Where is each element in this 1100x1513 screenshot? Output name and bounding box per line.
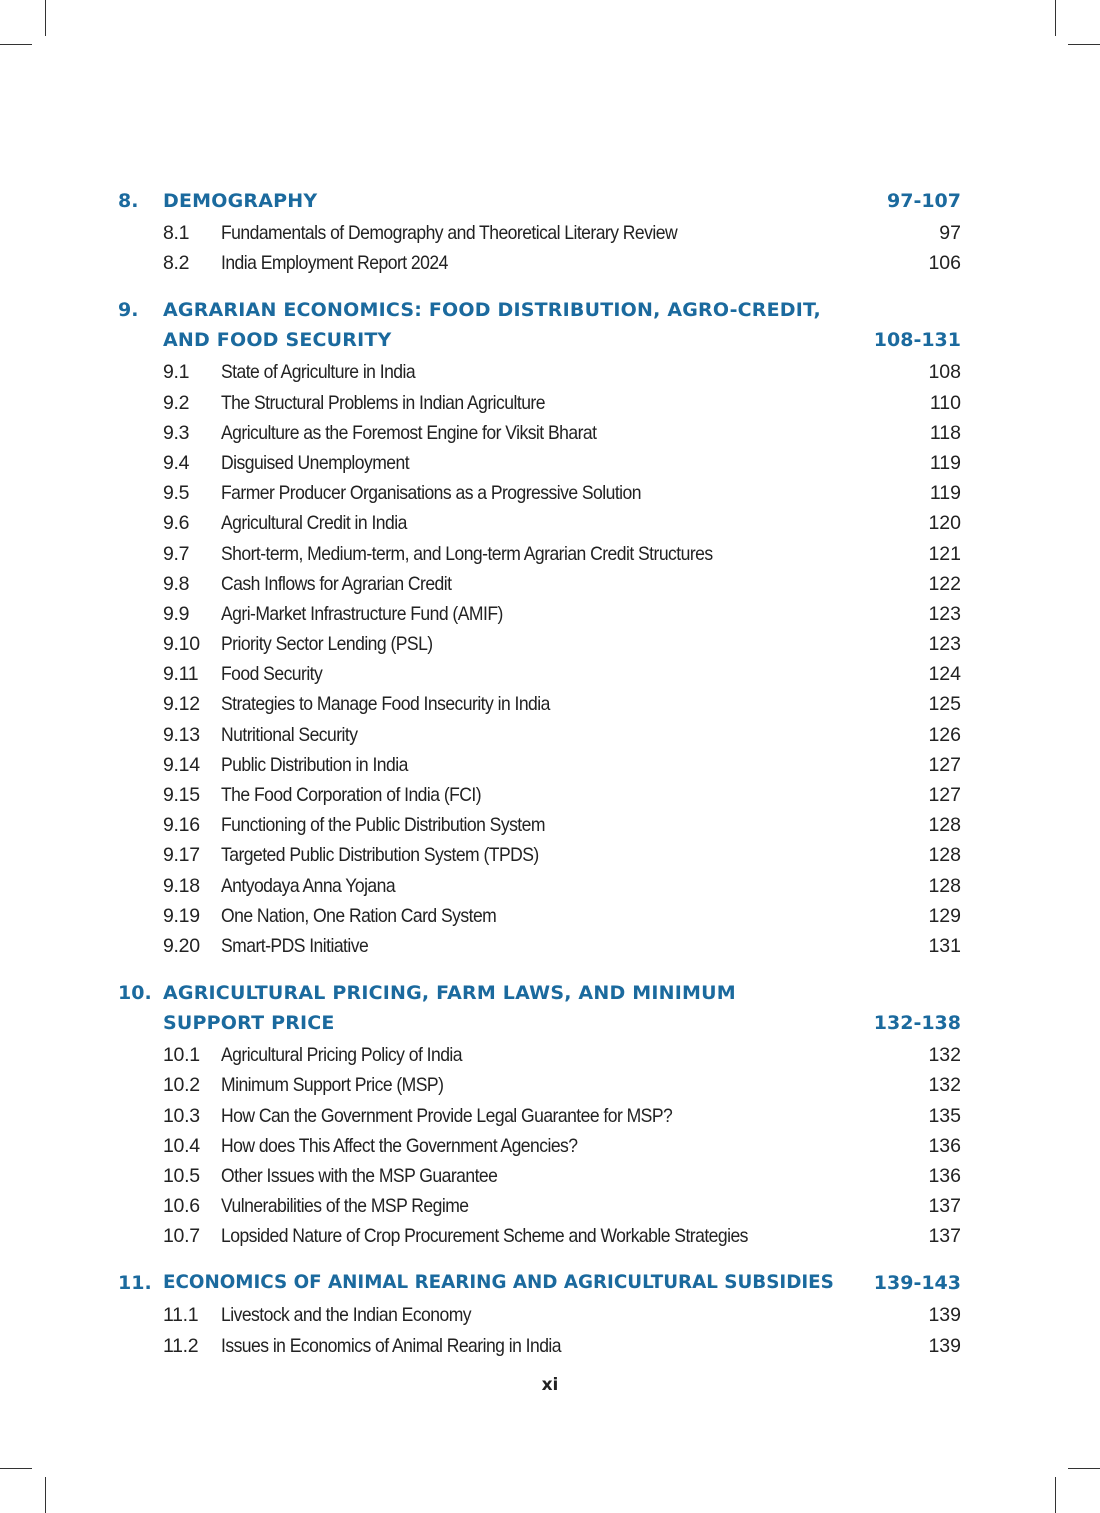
section-page: 128	[928, 814, 961, 837]
section-page: 131	[928, 934, 961, 957]
section-title: Agricultural Pricing Policy of India	[221, 1044, 463, 1067]
chapter-11	[118, 1268, 961, 1360]
chapter-title-line: DEMOGRAPHY	[163, 190, 318, 212]
section-page: 119	[929, 482, 961, 505]
chapter-title	[163, 978, 874, 1038]
table-of-contents	[118, 186, 961, 1361]
section-title: Agri-Market Infrastructure Fund (AMIF)	[221, 602, 503, 625]
chapter-heading[interactable]	[118, 186, 961, 216]
section-page: 110	[929, 391, 961, 414]
section-title: One Nation, One Ration Card System	[221, 904, 497, 927]
section-number: 9.16	[163, 814, 200, 837]
section-number: 10.5	[163, 1164, 200, 1187]
section-entry[interactable]	[118, 418, 961, 448]
section-page: 118	[929, 421, 961, 444]
section-number: 9.12	[163, 693, 200, 716]
section-title: Priority Sector Lending (PSL)	[221, 633, 433, 656]
chapter-title-line: AGRICULTURAL PRICING, FARM LAWS, AND MINIMUM	[163, 982, 736, 1005]
section-number: 10.7	[163, 1225, 200, 1248]
section-entry[interactable]	[118, 780, 961, 810]
chapter-number: 8.	[118, 190, 139, 212]
section-title: Vulnerabilities of the MSP Regime	[221, 1195, 469, 1218]
section-entry[interactable]	[118, 931, 961, 961]
section-entry[interactable]	[118, 810, 961, 840]
section-page: 136	[928, 1134, 961, 1157]
section-entry[interactable]	[118, 478, 961, 508]
section-number: 10.3	[163, 1104, 200, 1127]
section-page: 121	[928, 542, 961, 565]
section-page: 128	[928, 874, 961, 897]
crop-mark	[45, 1477, 46, 1513]
section-entry[interactable]	[118, 1131, 961, 1161]
section-entry[interactable]	[118, 1221, 961, 1251]
section-entry[interactable]	[118, 1070, 961, 1100]
section-entry[interactable]	[118, 248, 961, 278]
section-title: Livestock and the Indian Economy	[221, 1304, 472, 1327]
section-title: Agriculture as the Foremost Engine for Viksit Bharat	[221, 421, 597, 444]
section-number: 10.4	[163, 1134, 200, 1157]
section-title: Lopsided Nature of Crop Procurement Scheme and Workable Strategies	[221, 1225, 748, 1248]
section-page: 123	[928, 602, 961, 625]
section-entry[interactable]	[118, 629, 961, 659]
section-entry[interactable]	[118, 508, 961, 538]
section-number: 9.9	[163, 602, 190, 625]
section-entry[interactable]	[118, 569, 961, 599]
chapter-page-range: 132-138	[873, 1012, 961, 1035]
section-number: 9.2	[163, 391, 190, 414]
chapter-number: 10.	[118, 982, 152, 1005]
section-entry[interactable]	[118, 388, 961, 418]
section-page: 108	[928, 361, 961, 384]
chapter-number: 9.	[118, 299, 139, 322]
section-number: 11.2	[163, 1334, 199, 1357]
section-list	[118, 357, 961, 961]
section-title: The Structural Problems in Indian Agriculture	[221, 391, 545, 414]
section-page: 129	[928, 904, 961, 927]
section-entry[interactable]	[118, 901, 961, 931]
section-page: 132	[928, 1074, 961, 1097]
crop-mark	[1068, 44, 1100, 45]
section-number: 11.1	[163, 1304, 199, 1327]
chapter-number: 11.	[118, 1272, 152, 1295]
section-page: 139	[928, 1334, 961, 1357]
section-number: 10.6	[163, 1195, 200, 1218]
section-entry[interactable]	[118, 1191, 961, 1221]
chapter-title-line: ECONOMICS OF ANIMAL REARING AND AGRICULTURAL SUBSIDIES	[163, 1272, 834, 1294]
section-number: 10.1	[163, 1044, 200, 1067]
crop-mark	[1055, 1477, 1056, 1513]
chapter-page-range: 97-107	[887, 190, 961, 212]
chapter-title-line: AGRARIAN ECONOMICS: FOOD DISTRIBUTION, AGRO-CREDIT,	[163, 299, 821, 322]
section-number: 9.8	[163, 572, 190, 595]
section-page: 127	[928, 784, 961, 806]
section-title: Minimum Support Price (MSP)	[221, 1074, 444, 1097]
section-title: How does This Affect the Government Agencies?	[221, 1134, 578, 1157]
section-list	[118, 1300, 961, 1360]
section-page: 126	[928, 723, 961, 746]
chapter-title-line: SUPPORT PRICE	[163, 1012, 335, 1035]
section-number: 9.17	[163, 844, 200, 867]
section-title: Public Distribution in India	[221, 753, 408, 776]
section-entry[interactable]	[118, 218, 961, 248]
section-title: Antyodaya Anna Yojana	[221, 874, 396, 897]
section-page: 139	[928, 1304, 961, 1327]
chapter-heading[interactable]	[118, 978, 961, 1038]
section-title: Farmer Producer Organisations as a Progressive Solution	[221, 482, 641, 505]
section-entry[interactable]	[118, 539, 961, 569]
section-page: 137	[928, 1225, 961, 1248]
chapter-heading[interactable]	[118, 1268, 961, 1298]
section-title: Nutritional Security	[221, 723, 358, 746]
section-number: 9.11	[163, 663, 199, 686]
section-page: 122	[928, 572, 961, 595]
section-page: 127	[928, 753, 961, 776]
section-page: 123	[928, 633, 961, 656]
crop-mark	[1068, 1468, 1100, 1469]
section-entry[interactable]	[118, 689, 961, 719]
section-number: 9.3	[163, 421, 190, 444]
section-page: 106	[928, 252, 961, 275]
crop-mark	[0, 1468, 32, 1469]
section-entry[interactable]	[118, 1300, 961, 1330]
section-entry[interactable]	[118, 659, 961, 689]
section-title: The Food Corporation of India (FCI)	[221, 784, 482, 806]
section-title: Cash Inflows for Agrarian Credit	[221, 572, 452, 595]
chapter-title-line: AND FOOD SECURITY	[163, 329, 392, 352]
section-entry[interactable]	[118, 1161, 961, 1191]
crop-mark	[0, 44, 32, 45]
section-page: 125	[928, 693, 961, 716]
section-entry[interactable]	[118, 448, 961, 478]
section-number: 9.20	[163, 934, 200, 957]
section-number: 9.14	[163, 753, 200, 776]
section-title: Agricultural Credit in India	[221, 512, 407, 535]
chapter-title	[163, 1268, 874, 1298]
section-list	[118, 1040, 961, 1251]
chapter-heading[interactable]	[118, 295, 961, 355]
section-number: 9.1	[163, 361, 190, 384]
section-entry[interactable]	[118, 871, 961, 901]
section-number: 9.18	[163, 874, 200, 897]
section-entry[interactable]	[118, 599, 961, 629]
section-entry[interactable]	[118, 1040, 961, 1070]
section-number: 9.6	[163, 512, 190, 535]
section-title: Smart-PDS Initiative	[221, 934, 369, 957]
page-number: xi	[541, 1375, 559, 1395]
section-title: Food Security	[221, 663, 323, 686]
section-number: 9.7	[163, 542, 190, 565]
chapter-title	[163, 295, 874, 355]
section-title: Short-term, Medium-term, and Long-term Agrarian Credit Structures	[221, 542, 713, 565]
section-number: 8.1	[163, 222, 190, 244]
section-title: State of Agriculture in India	[221, 361, 416, 384]
section-page: 135	[928, 1104, 961, 1127]
section-title: Issues in Economics of Animal Rearing in India	[221, 1334, 562, 1357]
chapter-10	[118, 978, 961, 1251]
section-entry[interactable]	[118, 750, 961, 780]
chapter-title	[163, 186, 887, 216]
section-page: 119	[929, 451, 961, 474]
chapter-8	[118, 186, 961, 278]
section-title: India Employment Report 2024	[221, 252, 448, 275]
section-entry[interactable]	[118, 357, 961, 387]
section-title: Targeted Public Distribution System (TPDS)	[221, 844, 539, 867]
section-number: 9.4	[163, 451, 190, 474]
section-title: Functioning of the Public Distribution System	[221, 814, 545, 837]
section-title: Fundamentals of Demography and Theoretical Literary Review	[221, 222, 678, 244]
section-title: Disguised Unemployment	[221, 451, 410, 474]
section-page: 137	[928, 1195, 961, 1218]
section-number: 9.5	[163, 482, 190, 505]
section-number: 9.15	[163, 784, 200, 806]
section-entry[interactable]	[118, 840, 961, 870]
section-page: 97	[939, 222, 961, 244]
chapter-9	[118, 295, 961, 961]
section-page: 132	[928, 1044, 961, 1067]
section-entry[interactable]	[118, 720, 961, 750]
section-entry[interactable]	[118, 1331, 961, 1361]
section-number: 8.2	[163, 252, 190, 275]
section-title: Strategies to Manage Food Insecurity in India	[221, 693, 550, 716]
section-number: 9.10	[163, 633, 200, 656]
section-title: Other Issues with the MSP Guarantee	[221, 1164, 498, 1187]
section-page: 120	[928, 512, 961, 535]
crop-mark	[45, 0, 46, 36]
section-number: 10.2	[163, 1074, 200, 1097]
chapter-page-range: 139-143	[873, 1272, 961, 1295]
section-number: 9.13	[163, 723, 200, 746]
section-entry[interactable]	[118, 1101, 961, 1131]
chapter-page-range: 108-131	[873, 329, 961, 352]
section-title: How Can the Government Provide Legal Guarantee for MSP?	[221, 1104, 673, 1127]
section-page: 136	[928, 1164, 961, 1187]
section-page: 128	[928, 844, 961, 867]
section-list	[118, 218, 961, 278]
section-page: 124	[928, 663, 961, 686]
section-number: 9.19	[163, 904, 200, 927]
crop-mark	[1055, 0, 1056, 36]
